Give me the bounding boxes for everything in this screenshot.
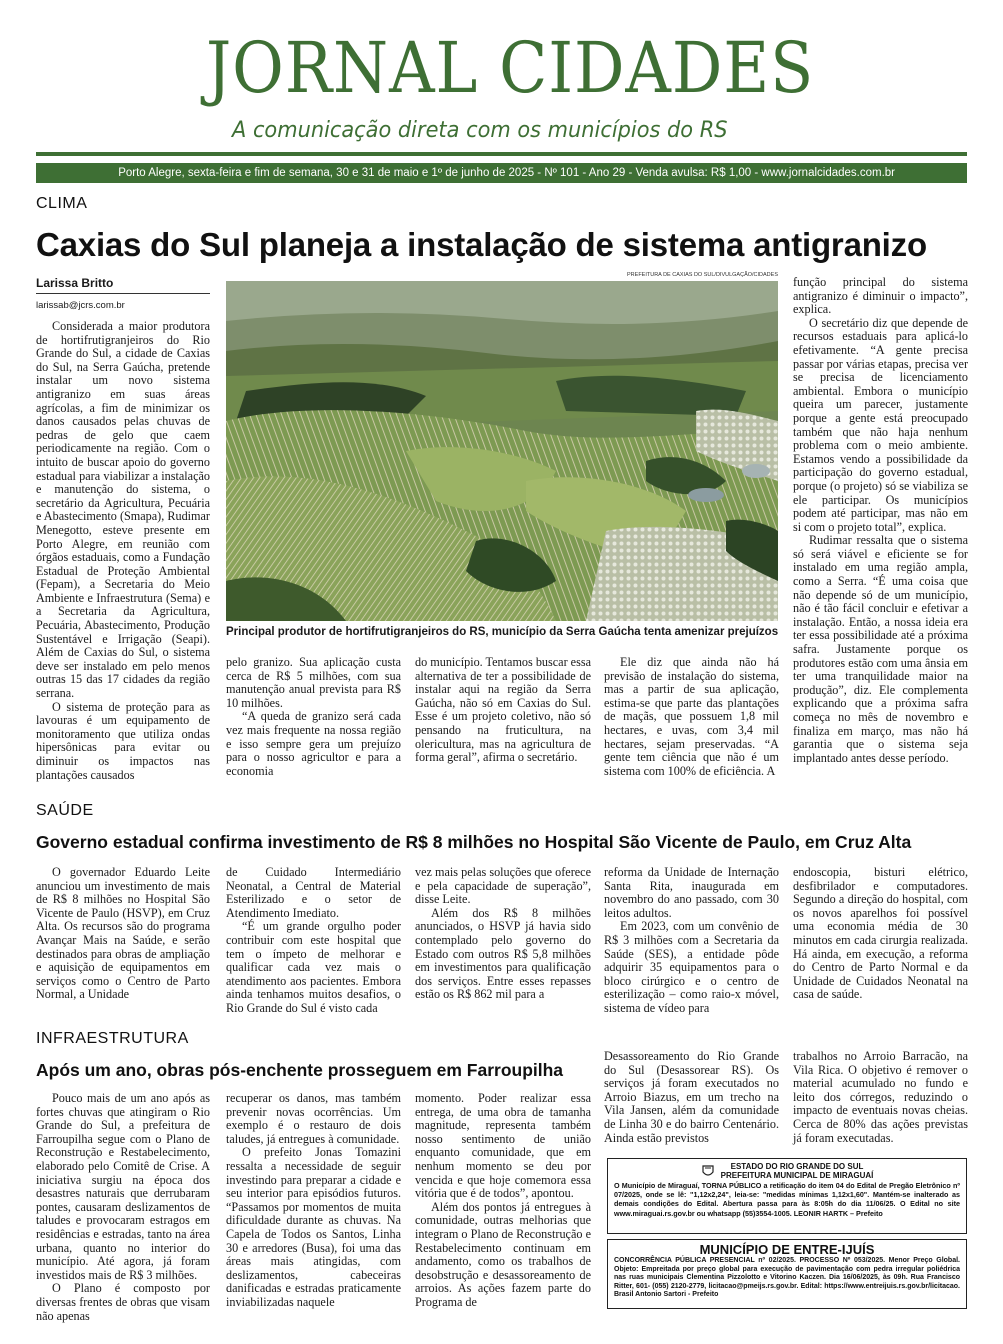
infra-column-1 xyxy=(36,1091,210,1323)
paragraph: função principal do sistema antigranizo é diminuir o impacto”, explica. xyxy=(793,275,968,317)
paragraph: de Cuidado Intermediário Neonatal, a Central de Material Esterilizado e o setor de Atendimento Imediato. xyxy=(226,865,401,920)
clima-column-2 xyxy=(226,656,401,778)
paragraph: trabalhos no Arroio Barracão, na Vila Rica. O objetivo é remover o material acumulado no fundo e leito dos córregos, reduzindo o impacto de eventuais novas cheias. Cerca de 80% das ações previstas já foram executadas. xyxy=(793,1049,968,1145)
headline-clima: Caxias do Sul planeja a instalação de sistema antigranizo xyxy=(36,226,927,263)
paragraph: O sistema de proteção para as lavouras é um equipamento de monitoramento que utiliza ondas hipersônicas para evitar ou diminuir os impactos nas plantações causados xyxy=(36,699,210,782)
author-name: Larissa Britto xyxy=(36,276,114,290)
paragraph: reforma da Unidade de Internação Santa Rita, inaugurada em novembro do ano passado, com 30 leitos adultos. xyxy=(604,865,779,920)
clima-column-3 xyxy=(415,656,591,778)
notice-body: O Município de Miraguaí, TORNA PÚBLICO a retificação do item 04 do Edital de Pregão Eletrônico nº 07/2025, onde se lê: "1,12x2,24", leia-se: "medidas mínimas 1,12x1,60". Mantém-se inalterado as demais condições do Edital. Abertura passa para às 8:05h do dia 11/06/25. O Edital no site www.miraguai.rs.gov.br ou whatsapp (55)3554-1005. xyxy=(614,1181,960,1218)
headline-saude: Governo estadual confirma investimento de R$ 8 milhões no Hospital São Vicente de Paulo, em Cruz Alta xyxy=(36,832,912,852)
paragraph: O governador Eduardo Leite anunciou um investimento de mais de R$ 8 milhões no Hospital São Vicente de Paulo (HSVP), em Cruz Alta. Os recursos são do programa Avançar Mais na Saúde, e serão destinados para obras de ampliação e aquisição de equipamentos em serviços como o Centro de Parto Normal, a Unidade xyxy=(36,865,210,1002)
notice-body: CONCORRÊNCIA PÚBLICA PRESENCIAL nº 02/2025. PROCESSO Nº 053/2025. Menor Preço Global. Objeto: Empreitada por preço global para execução de pavimentação com pedra irregular poliédrica nas ruas municipais Clementina Pizzolotto e Vitorino Kaczen. Dia 16/06/2025, às 09h. Rua Francisco Ritter, 601- (055) 2120-2779, licitacao@pmeijs.rs.gov.br. Edital: https://www.entreijuis.rs.gov.br/licitacao. xyxy=(614,1257,960,1290)
paragraph: Além dos pontos já entregues à comunidade, outras melhorias que integram o Plano de Reconstrução e Restabelecimento continuam em andamento, como os trabalhos de desobstrução e desassoreamento de arroios. As ações fazem parte do Programa de xyxy=(415,1199,591,1309)
paragraph: Pouco mais de um ano após as fortes chuvas que atingiram o Rio Grande do Sul, a prefeitura de Farroupilha segue com o Plano de Reconstrução e Restabelecimento, elaborado pelo Comitê de Crise. A iniciativa surgiu na época dos desastres naturais que derrubaram pontes, causaram deslizamentos de taludes e provocaram estragos em residências e estradas, tanto na área urbana, quanto no interior do município. Até agora, já foram investidos mais de R$ 3 milhões. xyxy=(36,1091,210,1282)
masthead-rule xyxy=(36,152,967,156)
paragraph: “É um grande orgulho poder contribuir com este hospital que tem o ímpeto de melhorar e qualificar cada vez mais o atendimento aos pacientes. Embora ainda tenhamos muitos desafios, o Rio Grande do Sul é visto cada xyxy=(226,919,401,1015)
paragraph: O prefeito Jonas Tomazini ressalta a necessidade de seguir investindo para preparar a cidade e seu interior para episódios futuros. “Passamos por momentos de muita dificuldade durante as chuvas. Na Capela de Todos os Santos, Linha 30 e arredores (Busa), foi uma das áreas mais atingidas, com deslizamentos, cabeceiras danificadas e estradas praticamente inviabilizadas naquele xyxy=(226,1145,401,1309)
notice-title: MUNICÍPIO DE ENTRE-IJUÍS xyxy=(699,1242,875,1257)
notice-signature: LEONIR HARTK – Prefeito xyxy=(793,1208,883,1218)
clima-column-5 xyxy=(793,276,968,778)
infra-column-5 xyxy=(793,1050,968,1146)
notice-signature: Brasil Antonio Sartori - Prefeito xyxy=(614,1291,719,1299)
notice-state: ESTADO DO RIO GRANDE DO SUL xyxy=(730,1162,864,1171)
coat-of-arms-icon xyxy=(701,1164,715,1178)
paragraph: Considerada a maior produtora de hortifrutigranjeiros do Rio Grande do Sul, a cidade de Caxias do Sul, na Serra Gaúcha, pretende instalar um novo sistema antigranizo em suas áreas agrícolas, a fim de minimizar os danos causados pelas chuvas de pedras de gelo que caem periodicamente na região. Com o intuito de buscar apoio do governo estadual para viabilizar a instalação e manutenção do sistema, o secretário da Agricultura, Pecuária e Abastecimento (Smapa), Rudimar Menegotto, esteve presente em Porto Alegre, em reunião com órgãos estaduais, como a Fundação Estadual de Proteção Ambiental (Fepam), a Secretaria do Meio Ambiente e Infraestrutura (Sema) e a Secretaria da Agricultura, Pecuária, Abastecimento, Produção Sustentável e Irrigação (Seapi). Além de Caxias do Sul, o sistema deve ser instalado em pelo menos outras 15 das 17 cidades da região serrana. xyxy=(36,319,210,701)
paragraph: recuperar os danos, mas também prevenir novas ocorrências. Um exemplo é o restauro de dois taludes, já entregues à comunidade. xyxy=(226,1091,401,1146)
author-rule xyxy=(36,293,210,294)
infra-column-2 xyxy=(226,1092,401,1312)
headline-infra: Após um ano, obras pós-enchente prosseguem em Farroupilha xyxy=(36,1060,564,1080)
section-label-infra: INFRAESTRUTURA xyxy=(36,1030,189,1047)
saude-column-3 xyxy=(415,866,591,1006)
paragraph: Desassoreamento do Rio Grande do Sul (Desassorear RS). Os serviços já foram executados no Arroio Biazus, em um trecho na Vila Jansen, além da comunidade de Linha 30 e do bairro Centenário. Ainda estão previstos xyxy=(604,1049,779,1145)
paragraph: pelo granizo. Sua aplicação custa cerca de R$ 5 milhões, com sua manutenção anual prevista para R$ 10 milhões. xyxy=(226,655,401,710)
paragraph: Ele diz que ainda não há previsão de instalação do sistema, mas a partir de sua aplicação, estima-se que parte das plantações de maçãs, que possuem 1,8 mil hectares, e uvas, com 3,4 mil hectares, sejam preservadas. “A gente tem ciência que não é um sistema com 100% de eficiência. A xyxy=(604,655,779,778)
paragraph: momento. Poder realizar essa entrega, de uma obra de tamanha magnitude, representa também nosso sentimento de união enquanto comunidade, que em nenhum momento se deu por vencida e que hoje comemora essa vitória que é de todos”, apontou. xyxy=(415,1091,591,1201)
saude-column-4 xyxy=(604,865,779,1015)
saude-column-5 xyxy=(793,866,968,1006)
photo-credit: PREFEITURA DE CAXIAS DO SUL/DIVULGAÇÃO/CIDADES xyxy=(627,272,778,278)
paragraph: Rudimar ressalta que o sistema só será viável e eficiente se for instalado em uma região ampla, como a Serra. “É uma coisa que não depende só de um município, não é tão fácil concluir e efetivar a instalação. Então, a nossa ideia era ter essa possibilidade até a próxima safra. Justamente porque os produtores estão com uma ânsia em ter uma tranquilidade maior na produção”, diz. Ele complementa explicando que a próxima safra começa no mês de novembro e finaliza em março, mas não há garantia que o sistema seja implantado antes desse período. xyxy=(793,533,968,765)
masthead-title: JORNAL CIDADES xyxy=(206,27,815,109)
saude-column-2 xyxy=(226,865,401,1015)
author-email: larissab@jcrs.com.br xyxy=(36,300,125,311)
paragraph: Além dos R$ 8 milhões anunciados, o HSVP já havia sido contemplado pelo governo do Estado com outros R$ 5,8 milhões em investimentos para qualificação dos serviços. Entre esses repasses estão os R$ 862 mil para a xyxy=(415,905,591,1002)
clima-column-1 xyxy=(36,319,210,782)
infra-column-3 xyxy=(415,1092,591,1312)
photo-caption: Principal produtor de hortifrutigranjeiros do RS, município da Serra Gaúcha tenta amenizar prejuízos xyxy=(226,626,779,638)
dateline-bar: Porto Alegre, sexta-feira e fim de semana, 30 e 31 de maio e 1º de junho de 2025 - Nº 101 - Ano 29 - Venda avulsa: R$ 1,00 - www.jornalcidades.com.br xyxy=(36,163,967,183)
paragraph: Em 2023, com um convênio de R$ 3 milhões com a Secretaria da Saúde (SES), a entidade pôde adquirir 35 equipamentos para o bloco cirúrgico e o centro de esterilização – como raio-x móvel, sistema de vídeo para xyxy=(604,919,779,1015)
paragraph: endoscopia, bisturi elétrico, desfibrilador e computadores. Segundo a direção do hospital, com os novos aparelhos foi possível uma economia média de 30 minutos em cada cirurgia realizada. Há ainda, em execução, a reforma do Centro de Parto Normal e da Unidade de Cuidados Neonatal na casa de saúde. xyxy=(793,865,968,1002)
section-label-saude: SAÚDE xyxy=(36,802,94,819)
paragraph: O secretário diz que depende de recursos estaduais para aplicá-lo efetivamente. “A gente precisa passar por várias etapas, precisa ver se precisa de licenciamento ambiental. Embora o município queira um parecer, justamente porque a gente está preocupado também que não haja nenhum problema com o meio ambiente. Estamos vendo a possibilidade da participação do governo estadual, porque (o projeto) só se viabiliza se ele participar. Os municípios podem até participar, mas não em si com o projeto total”, explica. xyxy=(793,315,968,534)
clima-column-4 xyxy=(604,656,779,778)
paragraph: do município. Tentamos buscar essa alternativa de ter a possibilidade de instalar aqui na região da Serra Gaúcha, não só em Caxias do Sul. Esse é um projeto coletivo, não só pensando na fruticultura, na olericultura, mas na agricultura de forma geral”, afirma o secretário. xyxy=(415,655,591,765)
saude-column-1 xyxy=(36,866,210,1006)
masthead-subtitle: A comunicação direta com os municípios do RS xyxy=(232,118,728,143)
infra-column-4 xyxy=(604,1050,779,1146)
paragraph: “A queda de granizo será cada vez mais frequente na nossa região e isso sempre gera um prejuízo para o nosso agricultor e para a economia xyxy=(226,709,401,778)
notice-org: PREFEITURA MUNICIPAL DE MIRAGUAÍ xyxy=(720,1171,874,1180)
paragraph: vez mais pelas soluções que oferece e pela capacidade de superação”, disse Leite. xyxy=(415,865,591,907)
section-label-clima: CLIMA xyxy=(36,195,88,212)
aerial-farmland-photo xyxy=(226,281,778,621)
legal-notice-entre-ijuis xyxy=(607,1239,967,1309)
aerial-farmland-illustration xyxy=(226,281,778,621)
paragraph: O Plano é composto por diversas frentes de obras que visam não apenas xyxy=(36,1281,210,1323)
legal-notice-miraguai xyxy=(607,1158,967,1234)
